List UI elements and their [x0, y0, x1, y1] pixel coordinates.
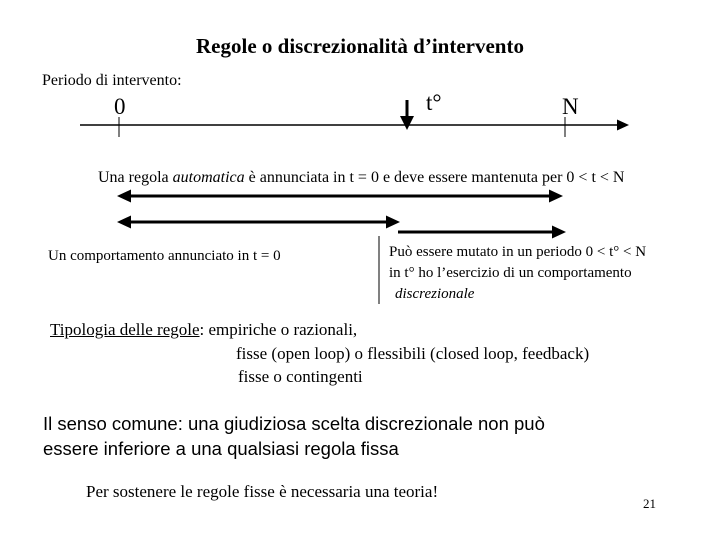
changeable-line3: discrezionale — [395, 286, 475, 302]
timeline-axis — [80, 120, 629, 131]
timeline-label: Periodo di intervento: — [42, 72, 182, 89]
arrow-from-tdegree — [398, 226, 566, 239]
automatic-rule-before: Una regola — [98, 169, 173, 186]
typology-label: Tipologia delle regole — [50, 320, 200, 339]
page-number: 21 — [643, 496, 656, 511]
typology-line2: fisse (open loop) o flessibili (closed loop, feedback) — [236, 344, 590, 363]
typology-colon-text: : empiriche o razionali, — [199, 320, 358, 339]
automatic-rule-after: è annunciata in t = 0 e deve essere mantenuta per 0 < t < N — [244, 169, 625, 186]
double-arrow-full-period — [117, 190, 563, 203]
announced-behavior-text: Un comportamento annunciato in t = 0 — [48, 248, 281, 264]
changeable-line2: in t° ho l’esercizio di un comportamento — [389, 265, 632, 281]
common-sense-line1: Il senso comune: una giudiziosa scelta discrezionale non può — [43, 413, 545, 434]
automatic-rule-text — [98, 169, 624, 187]
double-arrow-until-tdegree — [117, 216, 400, 229]
automatic-rule-emphasis: automatica — [172, 169, 245, 186]
timeline-start-label: 0 — [114, 94, 126, 119]
slide-title: Regole o discrezionalità d’intervento — [196, 34, 524, 58]
typology-line3: fisse o contingenti — [238, 367, 363, 386]
common-sense-line2: essere inferiore a una qualsiasi regola fissa — [43, 438, 399, 459]
timeline-end-label: N — [562, 94, 579, 119]
timeline-tdegree-label: t° — [426, 90, 442, 115]
changeable-line1: Può essere mutato in un periodo 0 < t° < N — [389, 244, 647, 260]
typology-line1 — [50, 320, 357, 340]
theory-note: Per sostenere le regole fisse è necessaria una teoria! — [86, 482, 439, 501]
